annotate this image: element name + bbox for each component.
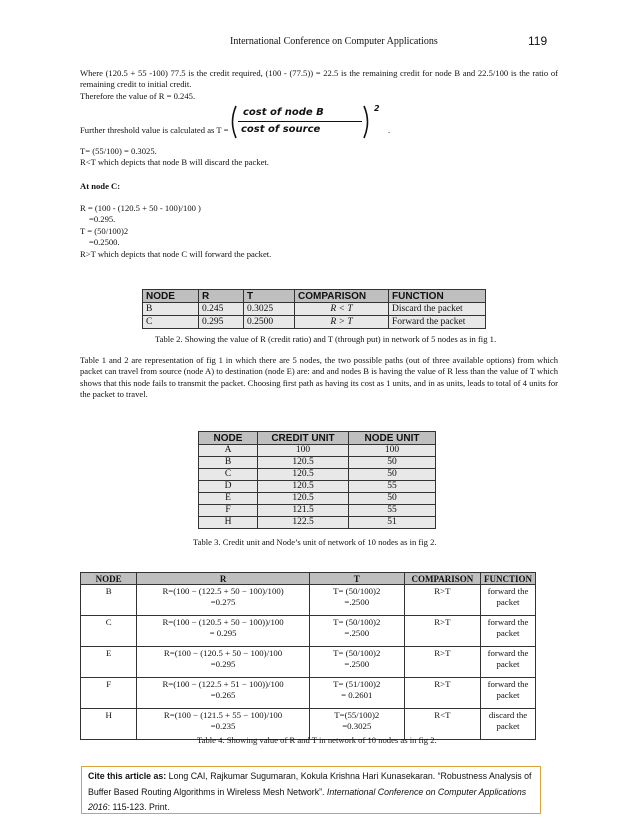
table-cell	[309, 647, 404, 678]
table-cell: H	[199, 517, 258, 529]
table-cell	[480, 585, 535, 616]
table-cell: F	[199, 505, 258, 517]
t-value: =.2500	[344, 596, 370, 607]
table-cell: E	[199, 493, 258, 505]
table-header-cell: NODE	[199, 432, 258, 445]
table-header-row	[199, 432, 436, 445]
r-formula: R=(100 − (120.5 + 50 − 100))/100	[162, 617, 284, 627]
node-c-calculation	[80, 203, 558, 260]
table-row	[143, 316, 486, 329]
t-value: =0.3025	[342, 720, 372, 731]
function-line: discard the	[488, 710, 528, 720]
function-line: forward the	[487, 586, 529, 596]
table-header-cell: CREDIT UNIT	[258, 432, 349, 445]
table-cell: D	[199, 481, 258, 493]
table-header-row	[81, 573, 536, 585]
table-row	[199, 505, 436, 517]
r-formula: R=(100 − (120.5 + 50 − 100)/100	[163, 648, 283, 658]
table-row	[199, 445, 436, 457]
table-header-cell: NODE UNIT	[349, 432, 436, 445]
table-cell: 0.2500	[244, 316, 295, 329]
table-cell: 122.5	[258, 517, 349, 529]
table-cell: R>T	[404, 616, 480, 647]
table-header-cell: T	[244, 290, 295, 303]
table-cell: R<T	[404, 709, 480, 740]
node-b-result	[80, 146, 558, 169]
paragraph-credit: Where (120.5 + 55 -100) 77.5 is the credit required, (100 - (77.5)) = 22.5 is the remaining credit for node B and 22.5/100 is the ratio of remaining credit to initial credit.	[80, 68, 558, 90]
table-header-cell: COMPARISON	[404, 573, 480, 585]
table-cell	[309, 616, 404, 647]
table-cell: 120.5	[258, 457, 349, 469]
r-formula: R=(100 − (122.5 + 50 − 100)/100)	[162, 586, 284, 596]
citation-venue: International Conference on Computer Applications 2016	[88, 786, 527, 812]
table-cell	[480, 616, 535, 647]
table-cell: 100	[349, 445, 436, 457]
table-row	[199, 493, 436, 505]
formula-exponent: 2	[374, 104, 380, 113]
table-header-cell: R	[137, 573, 309, 585]
table-header-cell: NODE	[81, 573, 137, 585]
formula-tail: .	[388, 125, 391, 135]
table-cell: 50	[349, 469, 436, 481]
table-header-cell: T	[309, 573, 404, 585]
table-row	[199, 481, 436, 493]
table-cell: 121.5	[258, 505, 349, 517]
table-cell: C	[81, 616, 137, 647]
function-line: forward the	[487, 679, 529, 689]
table-header-cell: NODE	[143, 290, 199, 303]
table-cell: R>T	[404, 647, 480, 678]
table-cell	[480, 647, 535, 678]
table-4-caption: Table 4. Showing value of R and T in network of 10 nodes as in fig 2.	[197, 735, 437, 745]
table-row	[81, 678, 536, 709]
table-cell: C	[199, 469, 258, 481]
table-cell: H	[81, 709, 137, 740]
table-cell	[137, 647, 309, 678]
table-cell: 100	[258, 445, 349, 457]
table-cell: 50	[349, 493, 436, 505]
table-cell: E	[81, 647, 137, 678]
table-cell: A	[199, 445, 258, 457]
r-value: =0.265	[210, 689, 236, 700]
r-value: = 0.295	[209, 627, 237, 638]
table-cell: B	[143, 303, 199, 316]
conference-title: International Conference on Computer Applications	[230, 36, 438, 47]
table-cell: 120.5	[258, 469, 349, 481]
table-cell: Discard the packet	[389, 303, 486, 316]
threshold-label: Further threshold value is calculated as T =	[80, 125, 229, 135]
citation-pages: : 115-123. Print.	[107, 802, 170, 812]
node-c-r-formula: R = (100 - (120.5 + 50 - 100)/100 )	[80, 203, 201, 213]
table-row	[81, 616, 536, 647]
table-row	[199, 517, 436, 529]
table-cell	[137, 585, 309, 616]
citation-authors: Long CAI, Rajkumar Sugumaran, Kokula Krishna Hari Kunasekaran. “Robustness Analysis of Buffer Based Routing Algorithms in Wireless Mesh Network”.	[88, 771, 532, 797]
table-cell: 0.245	[199, 303, 244, 316]
table-cell: B	[199, 457, 258, 469]
table-cell: 55	[349, 505, 436, 517]
table-row	[81, 585, 536, 616]
table-row	[199, 469, 436, 481]
table-cell: 120.5	[258, 481, 349, 493]
t-formula: T= (50/100)2	[333, 617, 381, 627]
table-header-cell: FUNCTION	[389, 290, 486, 303]
table-cell	[309, 678, 404, 709]
table-cell	[480, 678, 535, 709]
table-cell: R>T	[404, 678, 480, 709]
table-cell: F	[81, 678, 137, 709]
node-b-comparison: R<T which depicts that node B will discard the packet.	[80, 157, 269, 168]
paragraph-r-value: Therefore the value of R = 0.245.	[80, 91, 196, 101]
page-number: 119	[528, 34, 548, 48]
t-value: =.2500	[344, 627, 370, 638]
r-value: =0.275	[210, 596, 236, 607]
table-header-cell: R	[199, 290, 244, 303]
node-b-t-line: T= (55/100) = 0.3025.	[80, 146, 157, 156]
table-cell: 120.5	[258, 493, 349, 505]
table-3-caption: Table 3. Credit unit and Node’s unit of network of 10 nodes as in fig 2.	[193, 537, 437, 547]
table-3	[198, 431, 436, 529]
t-value: = 0.2601	[341, 689, 373, 700]
function-line: packet	[496, 627, 520, 638]
table-cell: 55	[349, 481, 436, 493]
r-value: =0.295	[210, 658, 236, 669]
citation-label: Cite this article as:	[88, 771, 167, 781]
function-line: packet	[496, 596, 520, 607]
function-line: forward the	[487, 648, 529, 658]
node-c-r-value: =0.295.	[89, 214, 116, 225]
table-cell: R < T	[295, 303, 389, 316]
table-header-cell: FUNCTION	[480, 573, 535, 585]
table-cell: 0.295	[199, 316, 244, 329]
table-cell	[309, 585, 404, 616]
table-cell: C	[143, 316, 199, 329]
table-cell	[480, 709, 535, 740]
table-header-row	[143, 290, 486, 303]
table-cell: 0.3025	[244, 303, 295, 316]
function-line: packet	[496, 658, 520, 669]
r-value: =0.235	[210, 720, 236, 731]
formula-denominator: cost of source	[241, 124, 321, 135]
node-c-t-value: =0.2500.	[89, 237, 120, 248]
table-cell: R>T	[404, 585, 480, 616]
function-line: packet	[496, 720, 520, 731]
t-value: =.2500	[344, 658, 370, 669]
t-formula: T= (50/100)2	[333, 648, 381, 658]
table-2	[142, 289, 486, 329]
table-cell	[137, 678, 309, 709]
t-formula: T= (50/100)2	[333, 586, 381, 596]
table-cell: 51	[349, 517, 436, 529]
table-4	[80, 572, 536, 740]
citation-box	[81, 766, 541, 814]
threshold-formula-line	[80, 104, 558, 140]
table-2-caption: Table 2. Showing the value of R (credit ratio) and T (through put) in network of 5 nodes as in fig 1.	[155, 334, 497, 344]
function-line: packet	[496, 689, 520, 700]
table-row	[81, 647, 536, 678]
t-formula: T= (51/100)2	[333, 679, 381, 689]
table-cell: R > T	[295, 316, 389, 329]
table-cell: 50	[349, 457, 436, 469]
paragraph-discussion: Table 1 and 2 are representation of fig 1 in which there are 5 nodes, the two possible paths (out of three available options) from which packet can travel from source (node A) to destination (node E) are: and and nodes B is having the value of R less than the value of T which shows that this node fails to transmit the packet. Choosing first path as having its cost as 1 units, and in as units, leads to total of 4 units for the packet to travel.	[80, 355, 558, 400]
node-c-heading: At node C:	[80, 181, 121, 191]
t-formula: T=(55/100)2	[334, 710, 380, 720]
table-cell: Forward the packet	[389, 316, 486, 329]
formula-numerator: cost of node B	[243, 107, 324, 118]
node-c-comparison: R>T which depicts that node C will forward the packet.	[80, 248, 272, 259]
node-c-t-formula: T = (50/100)2	[80, 225, 129, 236]
function-line: forward the	[487, 617, 529, 627]
table-header-cell: COMPARISON	[295, 290, 389, 303]
r-formula: R=(100 − (122.5 + 51 − 100))/100	[162, 679, 284, 689]
table-cell: B	[81, 585, 137, 616]
r-formula: R=(100 − (121.5 + 55 − 100)/100	[163, 710, 283, 720]
table-row	[143, 303, 486, 316]
table-cell	[137, 616, 309, 647]
table-row	[199, 457, 436, 469]
